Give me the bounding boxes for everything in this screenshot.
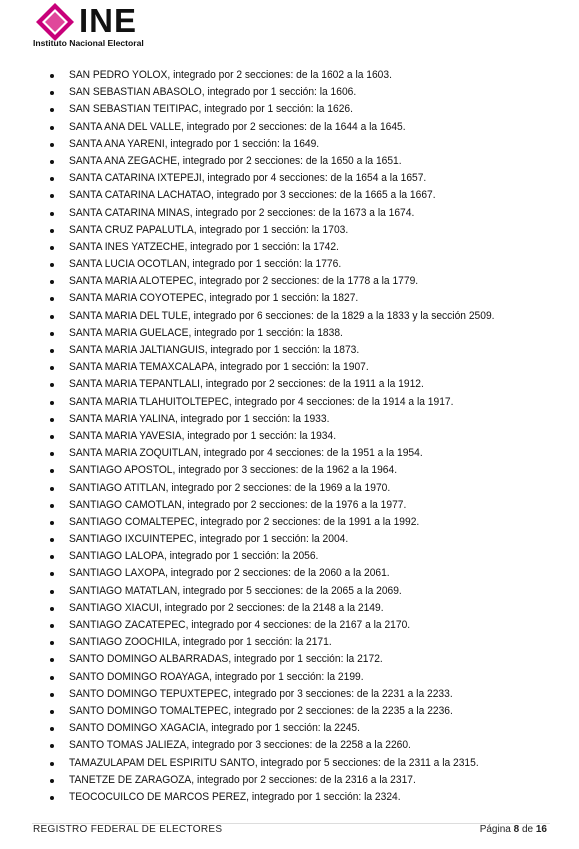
list-item-text: SANTA CATARINA LACHATAO, integrado por 3 secciones: de la 1665 a la 1667. [69, 189, 436, 202]
list-item-text: SANTO DOMINGO ALBARRADAS, integrado por 1 sección: la 2172. [69, 653, 383, 666]
list-item [50, 411, 570, 428]
bullet-icon [50, 91, 54, 95]
list-item-text: SANTA MARIA DEL TULE, integrado por 6 secciones: de la 1829 a la 1833 y la sección 2509. [69, 309, 495, 322]
list-item-text: SANTIAGO ATITLAN, integrado por 2 secciones: de la 1969 a la 1970. [69, 481, 391, 494]
list-item-text: SANTA LUCIA OCOTLAN, integrado por 1 sección: la 1776. [69, 258, 342, 271]
list-item [50, 497, 570, 514]
list-item-text: SANTA MARIA TLAHUITOLTEPEC, integrado por 4 secciones: de la 1914 a la 1917. [69, 395, 454, 408]
list-item [50, 789, 570, 806]
list-item [50, 222, 570, 239]
list-item [50, 325, 570, 342]
list-item-text: SANTA CRUZ PAPALUTLA, integrado por 1 sección: la 1703. [69, 223, 349, 236]
list-item [50, 531, 570, 548]
list-item [50, 720, 570, 737]
list-item [50, 548, 570, 565]
bullet-icon [50, 194, 54, 198]
bullet-icon [50, 349, 54, 353]
bullet-icon [50, 383, 54, 387]
page-number [480, 824, 547, 835]
list-item-text: SANTA MARIA JALTIANGUIS, integrado por 1 sección: la 1873. [69, 344, 360, 356]
logo-subtitle: Instituto Nacional Electoral [33, 38, 144, 48]
list-item [50, 359, 570, 376]
list-item [50, 84, 570, 101]
bullet-icon [50, 469, 54, 473]
logo-wordmark: INE [79, 2, 138, 39]
list-item-text: SANTO DOMINGO ROAYAGA, integrado por 1 sección: la 2199. [69, 670, 364, 683]
municipality-list [50, 67, 570, 806]
bullet-icon [50, 504, 54, 508]
bullet-icon [50, 315, 54, 319]
list-item-text: SANTIAGO APOSTOL, integrado por 3 secciones: de la 1962 a la 1964. [69, 464, 398, 477]
list-item-text: SANTO DOMINGO TOMALTEPEC, integrado por 2 secciones: de la 2235 a la 2236. [69, 704, 453, 717]
bullet-icon [50, 212, 54, 216]
list-item [50, 480, 570, 497]
list-item [50, 428, 570, 445]
list-item [50, 290, 570, 307]
list-item [50, 669, 570, 686]
bullet-icon [50, 521, 54, 525]
bullet-icon [50, 744, 54, 748]
list-item-text: SANTIAGO LAXOPA, integrado por 2 secciones: de la 2060 a la 2061. [69, 567, 390, 580]
bullet-icon [50, 572, 54, 576]
bullet-icon [50, 401, 54, 405]
list-item-text: SANTA CATARINA MINAS, integrado por 2 secciones: de la 1673 a la 1674. [69, 206, 415, 219]
bullet-icon [50, 710, 54, 714]
list-item-text: SANTA MARIA COYOTEPEC, integrado por 1 sección: la 1827. [69, 292, 359, 305]
list-item-text: SANTA ANA ZEGACHE, integrado por 2 secciones: de la 1650 a la 1651. [69, 154, 402, 167]
list-item-text: SAN PEDRO YOLOX, integrado por 2 secciones: de la 1602 a la 1603. [69, 69, 392, 81]
list-item-text: TEOCOCUILCO DE MARCOS PEREZ, integrado por 1 sección: la 2324. [69, 790, 401, 803]
list-item [50, 737, 570, 754]
page-word: Página [479, 824, 511, 835]
list-item-text: SANTIAGO COMALTEPEC, integrado por 2 secciones: de la 1991 a la 1992. [69, 515, 420, 528]
list-item [50, 703, 570, 720]
list-item-text: TANETZE DE ZARAGOZA, integrado por 2 secciones: de la 2316 a la 2317. [69, 773, 416, 786]
bullet-icon [50, 229, 54, 233]
list-item [50, 445, 570, 462]
ine-logo-icon [36, 3, 74, 41]
bullet-icon [50, 246, 54, 250]
bullet-icon [50, 796, 54, 800]
list-item-text: SANTIAGO ZOOCHILA, integrado por 1 sección: la 2171. [69, 636, 332, 649]
list-item [50, 101, 570, 118]
list-item [50, 772, 570, 789]
list-item-text: SAN SEBASTIAN ABASOLO, integrado por 1 sección: la 1606. [69, 86, 357, 99]
list-item-text: SANTA CATARINA IXTEPEJI, integrado por 4 secciones: de la 1654 a la 1657. [69, 172, 427, 185]
ine-logo [33, 3, 193, 51]
list-item [50, 342, 570, 359]
bullet-icon [50, 280, 54, 284]
list-item [50, 136, 570, 153]
bullet-icon [50, 624, 54, 628]
list-item [50, 67, 570, 84]
list-item-text: SANTIAGO IXCUINTEPEC, integrado por 1 sección: la 2004. [69, 533, 349, 546]
list-item [50, 239, 570, 256]
page-current: 8 [513, 824, 520, 835]
list-item [50, 187, 570, 204]
list-item [50, 565, 570, 582]
bullet-icon [50, 297, 54, 301]
list-item [50, 153, 570, 170]
list-item-text: SANTIAGO CAMOTLAN, integrado por 2 secciones: de la 1976 a la 1977. [69, 498, 407, 511]
list-item [50, 170, 570, 187]
bullet-icon [50, 126, 54, 130]
list-item [50, 376, 570, 393]
page-of: de [521, 824, 534, 835]
bullet-icon [50, 590, 54, 594]
list-item [50, 514, 570, 531]
list-item [50, 617, 570, 634]
bullet-icon [50, 74, 54, 78]
bullet-icon [50, 641, 54, 645]
list-item-text: SANTA INES YATZECHE, integrado por 1 sección: la 1742. [69, 240, 339, 253]
bullet-icon [50, 435, 54, 439]
bullet-icon [50, 177, 54, 181]
bullet-icon [50, 555, 54, 559]
list-item [50, 119, 570, 136]
bullet-icon [50, 676, 54, 680]
list-item-text: SAN SEBASTIAN TEITIPAC, integrado por 1 sección: la 1626. [69, 103, 353, 116]
list-item [50, 583, 570, 600]
list-item-text: SANTIAGO MATATLAN, integrado por 5 secciones: de la 2065 a la 2069. [69, 584, 402, 597]
bullet-icon [50, 487, 54, 491]
list-item [50, 634, 570, 651]
bullet-icon [50, 366, 54, 370]
bullet-icon [50, 143, 54, 147]
bullet-icon [50, 332, 54, 336]
list-item-text: SANTIAGO LALOPA, integrado por 1 sección: la 2056. [69, 550, 319, 563]
list-item [50, 308, 570, 325]
list-item [50, 462, 570, 479]
list-item-text: SANTA MARIA GUELACE, integrado por 1 sección: la 1838. [69, 326, 343, 339]
bullet-icon [50, 779, 54, 783]
list-item [50, 394, 570, 411]
bullet-icon [50, 693, 54, 697]
list-item-text: SANTIAGO ZACATEPEC, integrado por 4 secciones: de la 2167 a la 2170. [69, 619, 411, 631]
list-item-text: SANTO DOMINGO XAGACIA, integrado por 1 sección: la 2245. [69, 722, 360, 735]
list-item-text: SANTA MARIA ALOTEPEC, integrado por 2 secciones: de la 1778 a la 1779. [69, 275, 419, 288]
bullet-icon [50, 538, 54, 542]
list-item-text: SANTA MARIA YALINA, integrado por 1 sección: la 1933. [69, 412, 330, 425]
bullet-icon [50, 658, 54, 662]
list-item-text: TAMAZULAPAM DEL ESPIRITU SANTO, integrado por 5 secciones: de la 2311 a la 2315. [69, 756, 479, 769]
list-item [50, 651, 570, 668]
bullet-icon [50, 607, 54, 611]
list-item-text: SANTA MARIA TEMAXCALAPA, integrado por 1 sección: la 1907. [69, 361, 369, 374]
bullet-icon [50, 762, 54, 766]
list-item [50, 755, 570, 772]
bullet-icon [50, 418, 54, 422]
bullet-icon [50, 727, 54, 731]
list-item [50, 600, 570, 617]
list-item-text: SANTA MARIA YAVESIA, integrado por 1 sección: la 1934. [69, 429, 337, 442]
list-item [50, 205, 570, 222]
list-item-text: SANTA ANA DEL VALLE, integrado por 2 secciones: de la 1644 a la 1645. [69, 120, 406, 133]
list-item [50, 273, 570, 290]
page-total: 16 [535, 824, 547, 835]
bullet-icon [50, 452, 54, 456]
footer-organization: REGISTRO FEDERAL DE ELECTORES [33, 824, 223, 835]
list-item-text: SANTA MARIA TEPANTLALI, integrado por 2 secciones: de la 1911 a la 1912. [69, 378, 424, 391]
list-item-text: SANTA ANA YARENI, integrado por 1 sección: la 1649. [69, 137, 320, 150]
list-item-text: SANTO TOMAS JALIEZA, integrado por 3 secciones: de la 2258 a la 2260. [69, 739, 411, 752]
list-item-text: SANTA MARIA ZOQUITLAN, integrado por 4 secciones: de la 1951 a la 1954. [69, 447, 423, 460]
list-item-text: SANTIAGO XIACUI, integrado por 2 secciones: de la 2148 a la 2149. [69, 601, 384, 614]
list-item [50, 256, 570, 273]
bullet-icon [50, 263, 54, 267]
bullet-icon [50, 108, 54, 112]
list-item-text: SANTO DOMINGO TEPUXTEPEC, integrado por 3 secciones: de la 2231 a la 2233. [69, 687, 453, 700]
list-item [50, 686, 570, 703]
bullet-icon [50, 160, 54, 164]
